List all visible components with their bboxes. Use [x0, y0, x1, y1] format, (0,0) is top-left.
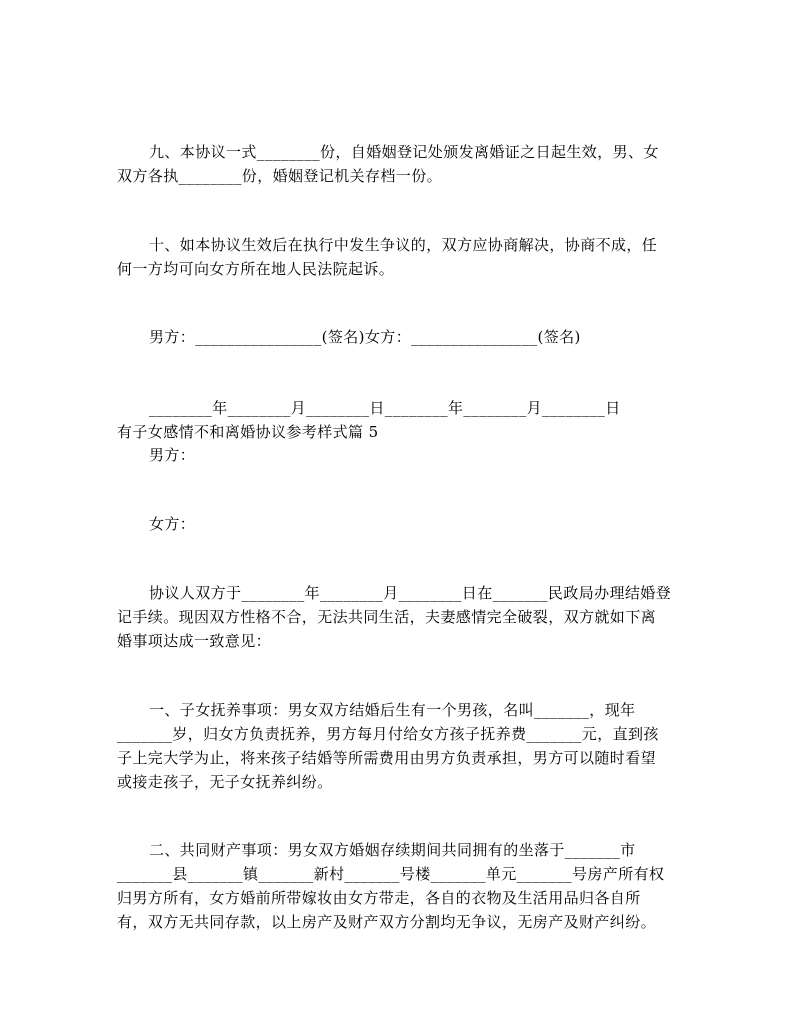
- preamble-line-3: 婚事项达成一致意见：: [117, 632, 272, 650]
- item-1-line-1: 一、子女抚养事项：男女双方结婚后生有一个男孩，名叫_______，现年: [149, 701, 636, 719]
- clause-10-line-1: 十、如本协议生效后在执行中发生争议的，双方应协商解决，协商不成，任: [149, 236, 658, 254]
- preamble-line-1: 协议人双方于________年________月________日在_______民政局办理结婚登: [149, 584, 672, 602]
- signature-line: 男方：________________(签名)女方：________________(签名): [149, 328, 581, 346]
- item-2-line-4: 有，双方无共同存款，以上房产及财产双方分割均无争议，无房产及财产纠纷。: [117, 913, 657, 931]
- item-2-line-3: 归男方所有，女方婚前所带嫁妆由女方带走，各自的衣物及生活用品归各自所: [117, 889, 641, 907]
- item-1-line-2: _______岁，归女方负责抚养，男方每月付给女方孩子抚养费_______元，直到孩: [117, 725, 659, 743]
- item-1-line-3: 子上完大学为止，将来孩子结婚等所需费用由男方负责承担，男方可以随时看望: [117, 749, 657, 767]
- clause-9-line-2: 双方各执________份，婚姻登记机关存档一份。: [117, 167, 443, 185]
- section-title: 有子女感情不和离婚协议参考样式篇 5: [117, 423, 379, 441]
- female-party-label: 女方：: [149, 515, 196, 533]
- item-2-line-2: _______县_______镇_______新村_______号楼_______单元_______号房产所有权: [117, 865, 665, 883]
- preamble-line-2: 记手续。现因双方性格不合，无法共同生活，夫妻感情完全破裂，双方就如下离: [117, 608, 657, 626]
- clause-10-line-2: 何一方均可向女方所在地人民法院起诉。: [117, 260, 395, 278]
- male-party-label: 男方：: [149, 446, 196, 464]
- item-2-line-1: 二、共同财产事项：男女双方婚姻存续期间共同拥有的坐落于_______市: [149, 841, 636, 859]
- date-line: ________年________月________日________年________月________日: [149, 399, 621, 417]
- clause-9-line-1: 九、本协议一式________份，自婚姻登记处颁发离婚证之日起生效，男、女: [149, 143, 659, 161]
- item-1-line-4: 或接走孩子，无子女抚养纠纷。: [117, 773, 333, 791]
